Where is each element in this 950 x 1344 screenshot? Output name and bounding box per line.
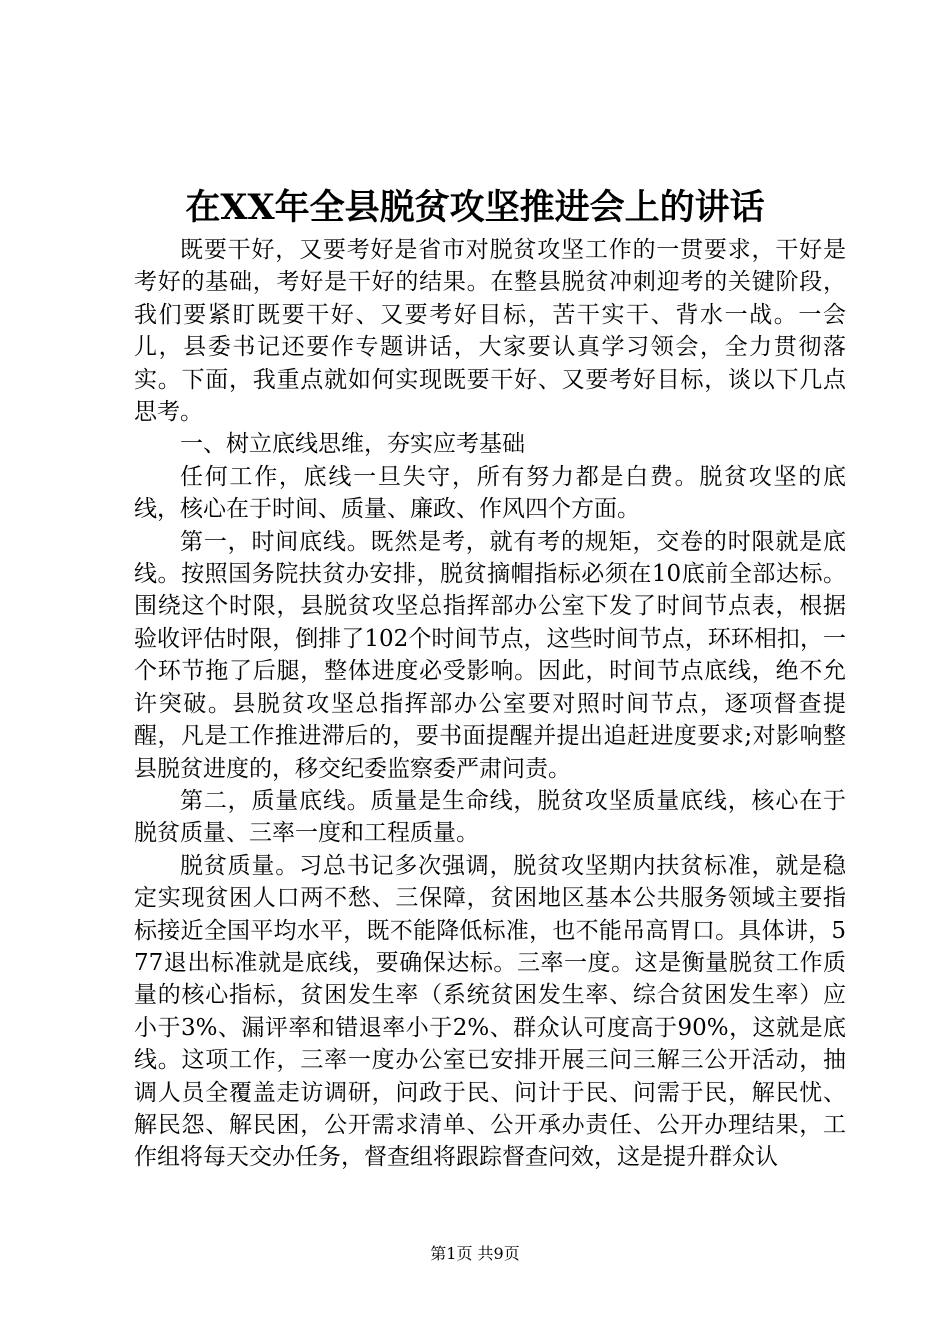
document-title: 在XX年全县脱贫攻坚推进会上的讲话 (185, 187, 765, 228)
paragraph-time-bottom-line: 第一，时间底线。既然是考，就有考的规矩，交卷的时限就是底线。按照国务院扶贫办安排，脱贫摘帽指标必须在10底前全部达标。围绕这个时限，县脱贫攻坚总指挥部办公室下发了时间节点表，根据验收评估时限，倒排了102个时间节点，这些时间节点，环环相扣，一个环节拖了后腿，整体进度必受影响。因此，时间节点底线，绝不允许突破。县脱贫攻坚总指挥部办公室要对照时间节点，逐项督查提醒，凡是工作推进滞后的，要书面提醒并提出追赶进度要求;对影响整县脱贫进度的，移交纪委监察委严肃问责。 (134, 528, 846, 782)
document-body (134, 234, 846, 1174)
section-heading: 一、树立底线思维，夯实应考基础 (180, 431, 525, 458)
paragraph-poverty-quality: 脱贫质量。习总书记多次强调，脱贫攻坚期内扶贫标准，就是稳定实现贫困人口两不愁、三保障，贫困地区基本公共服务领域主要指标接近全国平均水平，既不能降低标准，也不能吊高胃口。具体讲，577退出标准就是底线，要确保达标。三率一度。这是衡量脱贫工作质量的核心指标，贫困发生率（系统贫困发生率、综合贫困发生率）应小于3%、漏评率和错退率小于2%、群众认可度高于90%，这就是底线。这项工作，三率一度办公室已安排开展三问三解三公开活动，抽调人员全覆盖走访调研，问政于民、问计于民、问需于民，解民忧、解民怨、解民困，公开需求清单、公开承办责任、公开办理结果，工作组将每天交办任务，督查组将跟踪督查问效，这是提升群众认 (134, 852, 846, 1171)
page-footer: 第1页 共9页 (430, 1244, 520, 1263)
paragraph-quality-bottom-line: 第二，质量底线。质量是生命线，脱贫攻坚质量底线，核心在于脱贫质量、三率一度和工程质量。 (134, 787, 846, 847)
paragraph-intro: 既要干好，又要考好是省市对脱贫攻坚工作的一贯要求，干好是考好的基础，考好是干好的结果。在整县脱贫冲刺迎考的关键阶段，我们要紧盯既要干好、又要考好目标，苦干实干、背水一战。一会儿，县委书记还要作专题讲话，大家要认真学习领会，全力贯彻落实。下面，我重点就如何实现既要干好、又要考好目标，谈以下几点思考。 (134, 237, 846, 426)
paragraph-bottom-line: 任何工作，底线一旦失守，所有努力都是白费。脱贫攻坚的底线，核心在于时间、质量、廉政、作风四个方面。 (134, 463, 846, 523)
